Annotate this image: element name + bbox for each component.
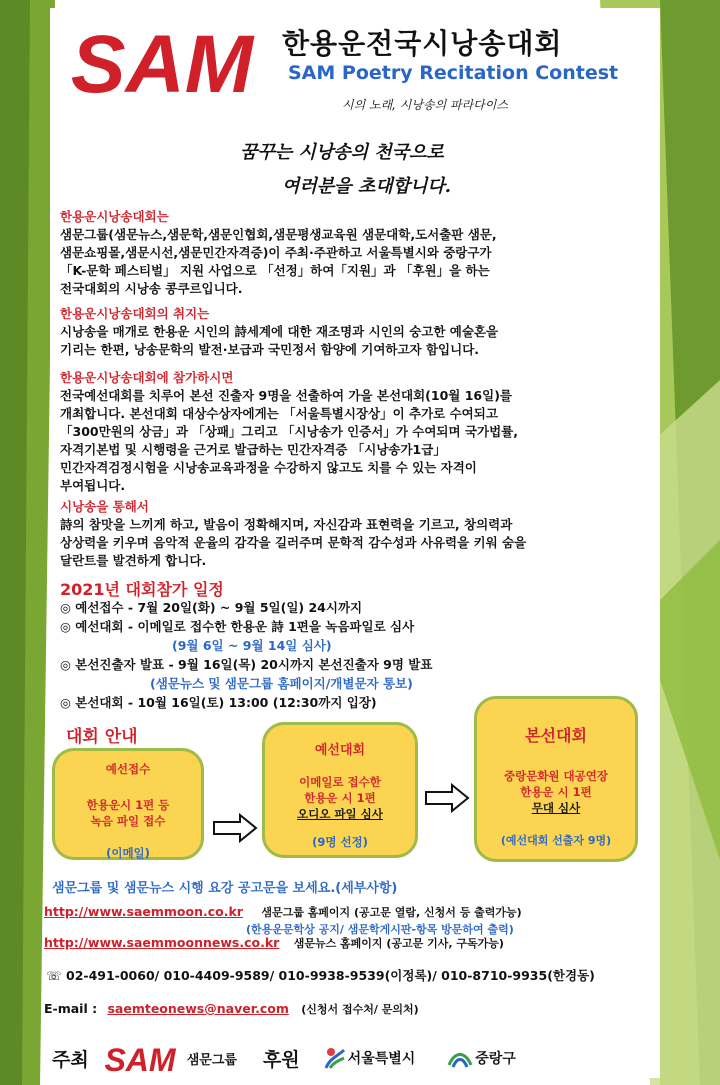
saemmoonnews-link[interactable]: http://www.saemmoonnews.co.kr xyxy=(44,935,280,950)
step-foot: (예선대회 선출자 9명) xyxy=(500,834,612,847)
body-line: 달란트를 발견하게 합니다. xyxy=(60,553,207,568)
body-line: 「K-문학 페스티벌」 지원 사업으로 「선정」하여「지원」과 「후원」을 하는 xyxy=(60,263,490,278)
body-line: 상상력을 키우며 음악적 운율의 감각을 길러주며 문학적 감수성과 사유력을 키워 숨을 xyxy=(60,535,527,550)
link-row xyxy=(44,904,522,920)
email-note: (신청서 접수처/ 문의처) xyxy=(301,1003,419,1016)
body-line: 샘문그룹(샘문뉴스,샘문학,샘문인협회,샘문평생교육원 샘문대학,도서출판 샘문, xyxy=(60,227,497,242)
body-line: 샘문쇼핑몰,샘문시선,샘문민간자격증)이 주최·주관하고 서울특별시와 중랑구가 xyxy=(60,245,492,260)
body-line: 개최합니다. 본선대회 대상수상자에게는 「서울특별시장상」이 추가로 수여되고 xyxy=(60,406,498,421)
body-line: 기리는 한편, 낭송문학의 발전·보급과 국민정서 함양에 기여하고자 함입니다. xyxy=(60,342,480,357)
jungnang-logo-icon xyxy=(447,1047,473,1069)
step-final-round xyxy=(474,696,638,862)
section-heading: 시낭송을 통해서 xyxy=(60,499,149,514)
invitation-line-1: 꿈꾸는 시낭송의 천국으로 xyxy=(240,142,444,163)
invitation-line-2: 여러분을 초대합니다. xyxy=(282,176,452,197)
step-line: 이메일로 접수한 xyxy=(299,775,381,789)
body-line: 「300만원의 상금」과 「상패」그리고 「시낭송가 인증서」가 수여되며 국가법률, xyxy=(60,424,518,439)
section-benefits xyxy=(60,498,660,570)
saemmoon-link[interactable]: http://www.saemmoon.co.kr xyxy=(44,904,243,919)
link-description: 샘문그룹 홈페이지 (공고문 열람, 신청서 등 출력가능) xyxy=(261,906,522,919)
page-title: 한용운전국시낭송대회 xyxy=(282,27,563,60)
step-line: 한용운시 1편 등 xyxy=(86,798,170,812)
email-row xyxy=(44,1001,419,1017)
schedule-item: ◎ 본선진출자 발표 - 9월 16일(목) 20시까지 본선진출자 9명 발표 xyxy=(60,657,433,672)
section-about xyxy=(60,208,660,298)
body-line: 민간자격검정시험을 시낭송교육과정을 수강하지 않고도 치를 수 있는 자격이 xyxy=(60,460,477,475)
arrow-right-icon xyxy=(212,813,258,843)
schedule-item: ◎ 예선대회 - 이메일로 접수한 한용운 詩 1편을 녹음파일로 심사 xyxy=(60,619,415,634)
svg-text:SAM: SAM xyxy=(70,19,254,102)
seoul-logo-icon xyxy=(324,1046,346,1070)
email-label: E-mail : xyxy=(44,1001,98,1016)
section-heading: 한용운시낭송대회에 참가하시면 xyxy=(60,370,234,385)
sam-logo xyxy=(62,16,262,102)
schedule-note: (9월 6일 ~ 9월 14일 심사) xyxy=(172,638,332,653)
section-heading: 한용운시낭송대회는 xyxy=(60,209,169,224)
phone-numbers: 02-491-0060/ 010-4409-9589/ 010-9938-9539(이정록)/ 010-8710-9935(한경동) xyxy=(66,968,595,983)
schedule-list xyxy=(60,598,660,712)
body-line: 자격기본법 및 시행령을 근거로 발급하는 민간자격증 「시낭송가1급」 xyxy=(60,442,446,457)
link-description: 샘문뉴스 홈페이지 (공고문 기사, 구독가능) xyxy=(293,937,504,950)
step-line: 한용운 시 1편 xyxy=(520,785,592,799)
body-line: 부여됩니다. xyxy=(60,478,126,493)
phone-row xyxy=(46,966,595,984)
svg-text:SAM: SAM xyxy=(104,1042,176,1074)
step-line: 녹음 파일 접수 xyxy=(90,814,166,828)
email-link[interactable]: saemteonews@naver.com xyxy=(107,1001,289,1016)
tagline: 시의 노래, 시낭송의 파라다이스 xyxy=(342,98,508,112)
body-line: 전국예선대회를 치루어 본선 진출자 9명을 선출하여 가을 본선대회(10월 16일)를 xyxy=(60,388,512,403)
arrow-right-icon xyxy=(424,783,470,813)
body-line: 詩의 참맛을 느끼게 하고, 발음이 정확해지며, 자신감과 표현력을 기르고, 창의력과 xyxy=(60,517,513,532)
step-preliminary-registration xyxy=(52,748,204,860)
section-purpose xyxy=(60,305,660,359)
step-line: 오디오 파일 심사 xyxy=(297,807,383,821)
phone-icon: ☏ xyxy=(46,968,62,983)
schedule-title: 2021년 대회참가 일정 xyxy=(60,580,224,599)
footer-sponsors xyxy=(52,1040,516,1076)
host-name: 샘문그룹 xyxy=(186,1052,237,1068)
step-preliminary-round xyxy=(262,722,418,858)
sam-logo-small xyxy=(101,1042,179,1074)
step-title: 본선대회 xyxy=(525,726,587,745)
link-subnote-text: (한용운문학상 공지/ 샘문학게시판-항목 방문하여 출력) xyxy=(246,923,514,936)
schedule-item: ◎ 본선대회 - 10월 16일(토) 13:00 (12:30까지 입장) xyxy=(60,695,377,710)
step-line: 한용운 시 1편 xyxy=(304,791,376,805)
sponsor-jungnang: 중랑구 xyxy=(475,1051,516,1067)
sponsor-seoul: 서울특별시 xyxy=(347,1051,416,1067)
notice-text: 샘문그룹 및 샘문뉴스 시행 요강 공고문을 보세요.(세부사항) xyxy=(52,881,398,896)
step-line: 중랑문화원 대공연장 xyxy=(504,769,608,783)
page-title-english: SAM Poetry Recitation Contest xyxy=(288,62,619,84)
schedule-note: (샘문뉴스 및 샘문그룹 홈페이지/개별문자 통보) xyxy=(150,676,413,691)
body-line: 전국대회의 시낭송 콩쿠르입니다. xyxy=(60,281,243,296)
section-heading: 한용운시낭송대회의 취지는 xyxy=(60,306,210,321)
step-line: 무대 심사 xyxy=(531,801,581,815)
body-line: 시낭송을 매개로 한용운 시인의 詩세계에 대한 재조명과 시인의 숭고한 예술혼을 xyxy=(60,324,499,339)
guide-title: 대회 안내 xyxy=(66,727,138,747)
step-title: 예선대회 xyxy=(314,743,366,758)
host-label: 주최 xyxy=(52,1048,89,1071)
link-row xyxy=(44,935,504,951)
sponsor-label: 후원 xyxy=(262,1048,300,1071)
step-foot: (9명 선정) xyxy=(312,835,368,849)
step-title: 예선접수 xyxy=(105,762,151,776)
section-participation xyxy=(60,369,660,495)
schedule-item: ◎ 예선접수 - 7월 20일(화) ~ 9월 5일(일) 24시까지 xyxy=(60,600,363,615)
step-foot: (이메일) xyxy=(106,846,150,860)
